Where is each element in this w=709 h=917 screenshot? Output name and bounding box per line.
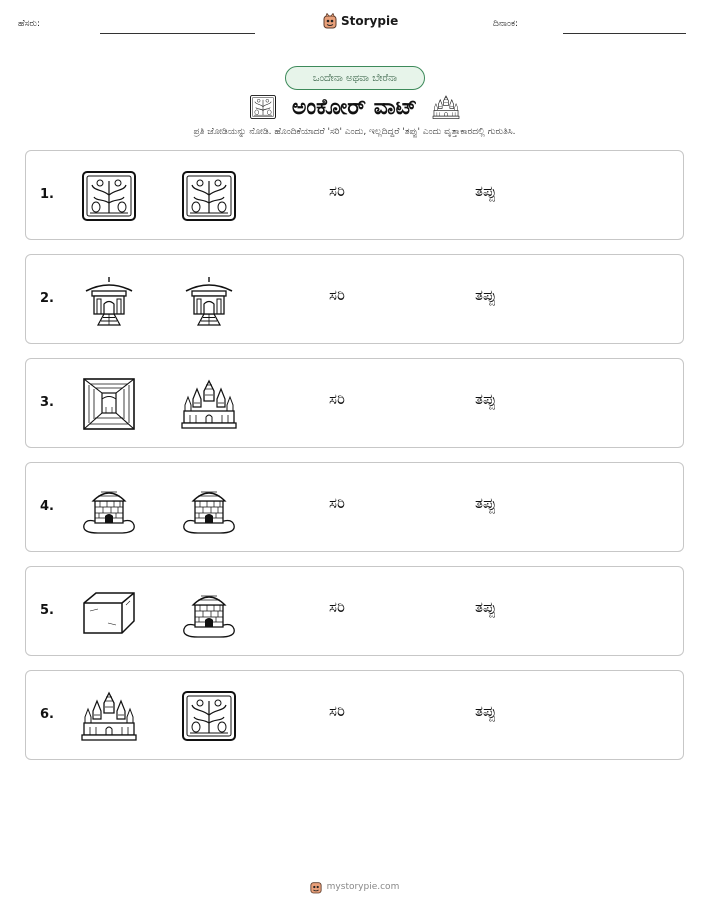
- carved-relief-icon: [80, 169, 138, 223]
- option-correct[interactable]: ಸರಿ: [329, 390, 345, 408]
- question-row-6: [25, 670, 684, 760]
- question-number: 1.: [40, 187, 54, 202]
- stone-tower-icon: [80, 481, 138, 535]
- option-correct[interactable]: ಸರಿ: [329, 286, 345, 304]
- option-wrong[interactable]: ತಪ್ಪು: [475, 286, 497, 304]
- gateway-pavilion-icon: [80, 273, 138, 327]
- question-row-1: [25, 150, 684, 240]
- page-title: ಅಂಕೋರ್ ವಾಟ್: [291, 94, 418, 120]
- option-wrong[interactable]: ತಪ್ಪು: [475, 702, 497, 720]
- activity-badge: ಒಂದೇನಾ ಅಥವಾ ಬೇರೆನಾ: [285, 66, 425, 90]
- option-correct[interactable]: ಸರಿ: [329, 598, 345, 616]
- stone-block-icon: [80, 585, 138, 639]
- instructions: ಪ್ರತಿ ಜೋಡಿಯನ್ನು ನೋಡಿ. ಹೊಂದಿಕೆಯಾದರೆ 'ಸರಿ' ಎಂದು, ಇಲ್ಲದಿದ್ದರೆ 'ತಪ್ಪು' ಎಂದು ವೃತ್ತಾಕಾರದಲ್ಲಿ ಗುರುತಿಸಿ.: [193, 127, 516, 137]
- question-number: 6.: [40, 707, 54, 722]
- brand-name: Storypie: [341, 14, 399, 28]
- question-number: 5.: [40, 603, 54, 618]
- date-field[interactable]: [563, 33, 686, 34]
- carved-relief-icon: [180, 689, 238, 743]
- option-correct[interactable]: ಸರಿ: [329, 494, 345, 512]
- temple-towers-icon: [431, 94, 461, 120]
- option-correct[interactable]: ಸರಿ: [329, 702, 345, 720]
- question-row-5: [25, 566, 684, 656]
- option-wrong[interactable]: ತಪ್ಪು: [475, 494, 497, 512]
- temple-towers-icon: [180, 377, 238, 431]
- brand-logo: [323, 13, 398, 29]
- stone-tower-icon: [180, 481, 238, 535]
- stone-tower-icon: [180, 585, 238, 639]
- question-number: 3.: [40, 395, 54, 410]
- title-row: [0, 90, 709, 124]
- option-wrong[interactable]: ತಪ್ಪು: [475, 598, 497, 616]
- footer: [0, 880, 709, 894]
- date-label: ದಿನಾಂಕ:: [493, 19, 519, 29]
- question-number: 2.: [40, 291, 54, 306]
- footer-url[interactable]: mystorypie.com: [326, 882, 400, 892]
- carved-relief-icon: [248, 94, 278, 120]
- stone-corridor-icon: [80, 377, 138, 431]
- option-wrong[interactable]: ತಪ್ಪು: [475, 390, 497, 408]
- carved-relief-icon: [180, 169, 238, 223]
- option-wrong[interactable]: ತಪ್ಪು: [475, 182, 497, 200]
- question-row-2: [25, 254, 684, 344]
- name-label: ಹೆಸರು:: [18, 19, 41, 29]
- gateway-pavilion-icon: [180, 273, 238, 327]
- storypie-mascot-icon: [310, 880, 322, 894]
- name-field[interactable]: [100, 33, 255, 34]
- question-row-4: [25, 462, 684, 552]
- option-correct[interactable]: ಸರಿ: [329, 182, 345, 200]
- question-row-3: [25, 358, 684, 448]
- temple-towers-icon: [80, 689, 138, 743]
- question-number: 4.: [40, 499, 54, 514]
- worksheet-header: [0, 0, 709, 40]
- storypie-mascot-icon: [323, 13, 337, 29]
